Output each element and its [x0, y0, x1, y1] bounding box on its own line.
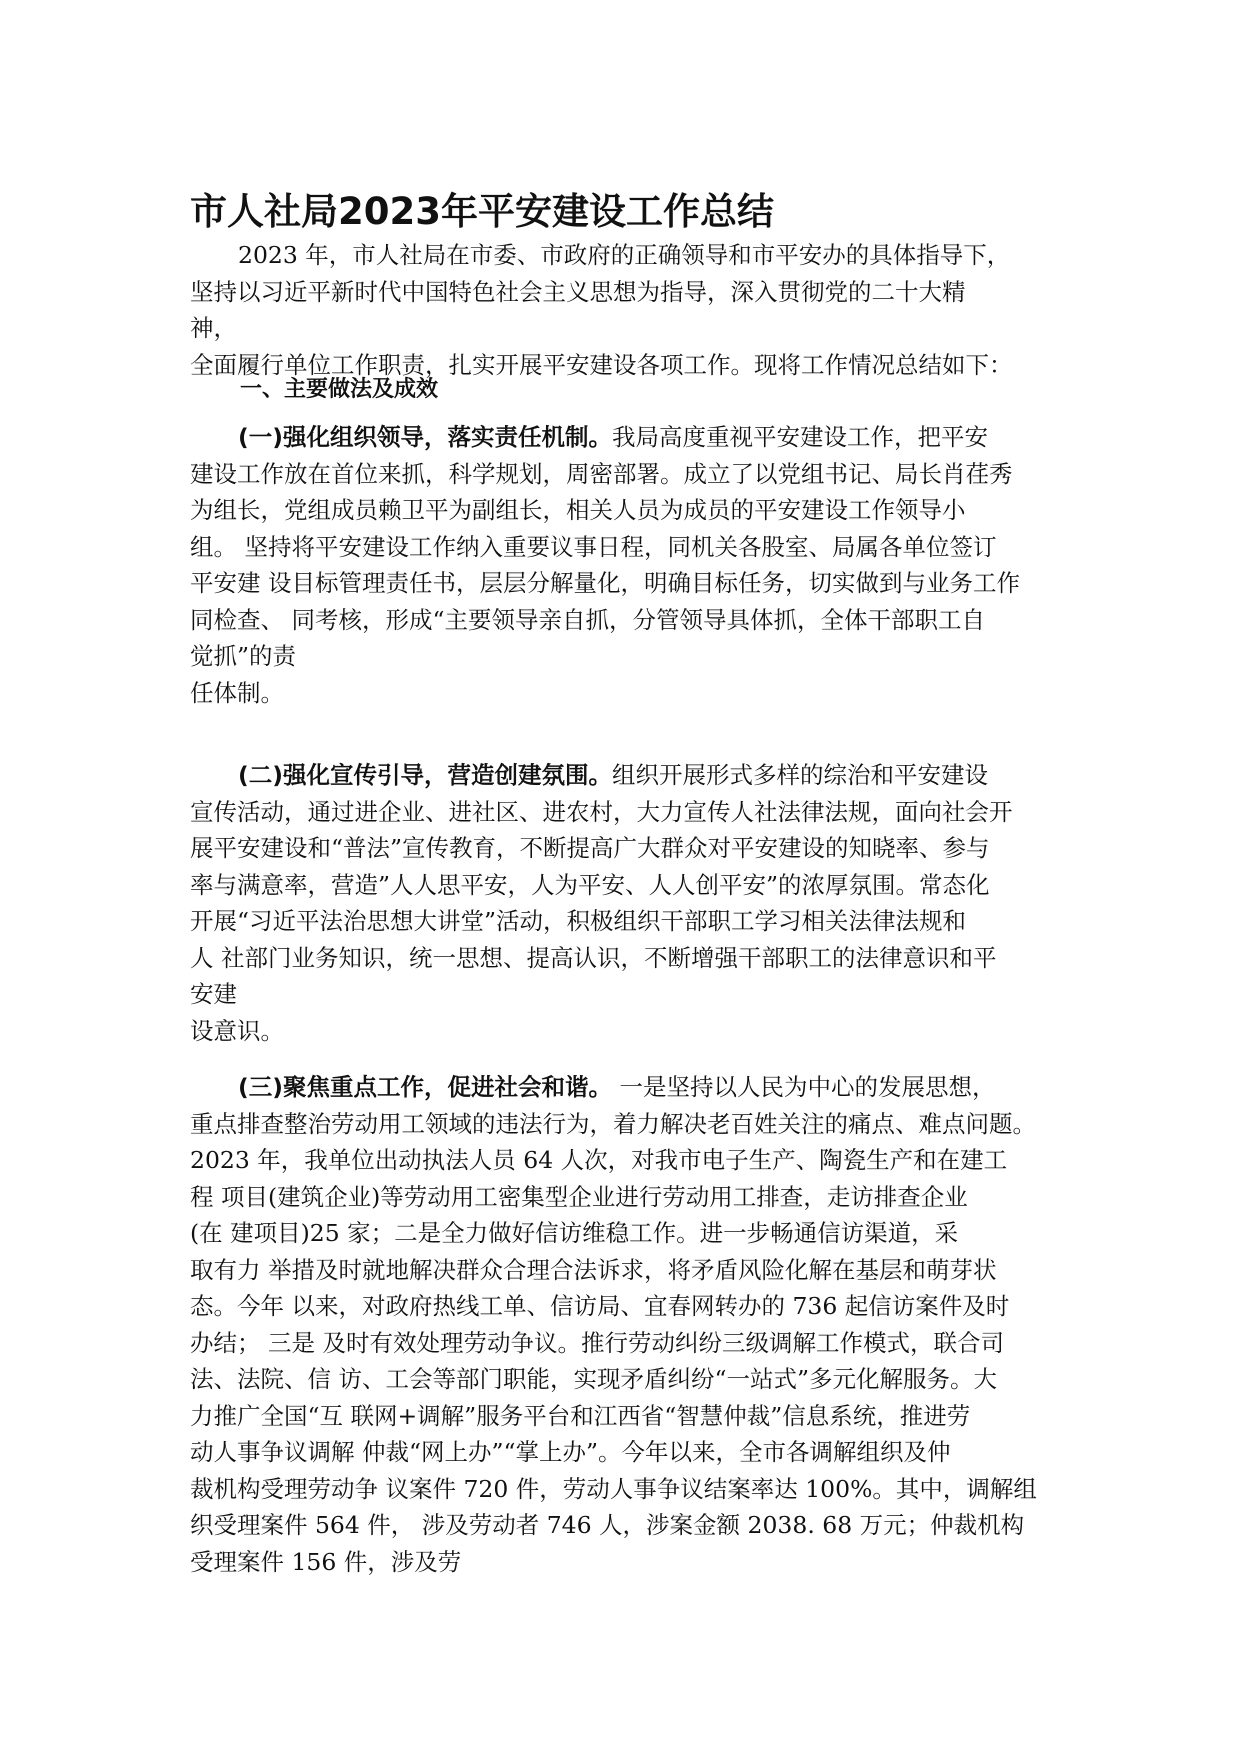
intro-paragraph: [190, 237, 1060, 383]
paragraph-line: 为组长，党组成员赖卫平为副组长，相关人员为成员的平安建设工作领导小: [190, 496, 966, 524]
paragraph-3: [190, 1069, 1060, 1580]
intro-line: 坚持以习近平新时代中国特色社会主义思想为指导，深入贯彻党的二十大精: [190, 277, 966, 306]
paragraph-first-line: [190, 1069, 1060, 1106]
paragraph-text: 一是坚持以人民为中心的发展思想，: [611, 1073, 996, 1101]
paragraph-line: 率与满意率，营造”人人思平安，人为平安、人人创平安”的浓厚氛围。常态化: [190, 870, 990, 899]
paragraph-line: 动人事争议调解 仲裁“网上办”“掌上办”。今年以来，全市各调解组织及仲: [190, 1438, 951, 1466]
paragraph-1: [190, 419, 1060, 711]
paragraph-line: 平安建 设目标管理责任书，层层分解量化，明确目标任务，切实做到与业务工作: [190, 569, 1020, 597]
paragraph-line: 觉抓”的责: [190, 642, 297, 670]
paragraph-line: 开展“习近平法治思想大讲堂”活动，积极组织干部职工学习相关法律法规和: [190, 907, 967, 935]
paragraph-line: 裁机构受理劳动争 议案件 720 件，劳动人事争议结案率达 100%。其中，调解组: [190, 1474, 1037, 1503]
paragraph-line: 设意识。: [190, 1016, 284, 1045]
paragraph-2: [190, 757, 1060, 1049]
paragraph-line: (在 建项目)25 家；二是全力做好信访维稳工作。进一步畅通信访渠道，采: [190, 1219, 959, 1247]
paragraph-line: 任体制。: [190, 678, 284, 707]
paragraph-line: 宣传活动，通过进企业、进社区、进农村，大力宣传人社法律法规，面向社会开: [190, 797, 1013, 826]
paragraph-first-line: [190, 757, 1060, 794]
paragraph-line: 重点排查整治劳动用工领域的违法行为，着力解决老百姓关注的痛点、难点问题。: [190, 1109, 1036, 1138]
paragraph-text: 我局高度重视平安建设工作，把平安: [611, 423, 988, 451]
paragraph-line: 办结； 三是 及时有效处理劳动争议。推行劳动纠纷三级调解工作模式，联合司: [190, 1328, 1004, 1357]
paragraph-text: 组织开展形式多样的综治和平安建设: [611, 761, 988, 789]
section-1-heading: 一、主要做法及成效: [240, 377, 439, 402]
intro-line: 2023 年，市人社局在市委、市政府的正确领导和市平安办的具体指导下，: [238, 241, 1011, 269]
paragraph-first-line: [190, 419, 1060, 456]
paragraph-line: 态。今年 以来，对政府热线工单、信访局、宜春网转办的 736 起信访案件及时: [190, 1292, 1010, 1320]
paragraph-line: 程 项目(建筑企业)等劳动用工密集型企业进行劳动用工排查，走访排查企业: [190, 1182, 968, 1211]
paragraph-line: 组。 坚持将平安建设工作纳入重要议事日程，同机关各股室、局属各单位签订: [190, 532, 997, 561]
paragraph-line: 2023 年，我单位出动执法人员 64 人次，对我市电子生产、陶瓷生产和在建工: [190, 1146, 1008, 1174]
intro-line: 全面履行单位工作职责，扎实开展平安建设各项工作。现将工作情况总结如下：: [190, 350, 1013, 379]
paragraph-line: 同检查、 同考核，形成“主要领导亲自抓，分管领导具体抓，全体干部职工自: [190, 605, 985, 634]
document-title: 市人社局2023年平安建设工作总结: [190, 190, 774, 233]
paragraph-line: 力推广全国“互 联网+调解”服务平台和江西省“智慧仲裁”信息系统，推进劳: [190, 1401, 971, 1430]
paragraph-lead: (二)强化宣传引导，营造创建氛围。: [238, 761, 612, 789]
paragraph-line: 取有力 举措及时就地解决群众合理合法诉求，将矛盾风险化解在基层和萌芽状: [190, 1255, 997, 1284]
document-page: [190, 0, 1060, 1754]
paragraph-line: 人 社部门业务知识，统一思想、提高认识，不断增强干部职工的法律意识和平: [190, 943, 997, 972]
section-heading: [190, 372, 1060, 409]
paragraph-lead: (一)强化组织领导，落实责任机制。: [238, 423, 612, 451]
paragraph-line: 安建: [190, 980, 237, 1008]
paragraph-line: 织受理案件 564 件， 涉及劳动者 746 人，涉案金额 2038. 68 万元；仲裁机构: [190, 1511, 1025, 1539]
paragraph-line: 展平安建设和“普法”宣传教育，不断提高广大群众对平安建设的知晓率、参与: [190, 834, 990, 862]
paragraph-line: 法、法院、信 访、工会等部门职能，实现矛盾纠纷“一站式”多元化解服务。大: [190, 1365, 997, 1393]
paragraph-lead: (三)聚焦重点工作，促进社会和谐。: [238, 1073, 612, 1101]
intro-line: 神，: [190, 314, 237, 342]
paragraph-line: 建设工作放在首位来抓，科学规划，周密部署。成立了以党组书记、局长肖荏秀: [190, 459, 1013, 488]
paragraph-line: 受理案件 156 件，涉及劳: [190, 1547, 462, 1576]
